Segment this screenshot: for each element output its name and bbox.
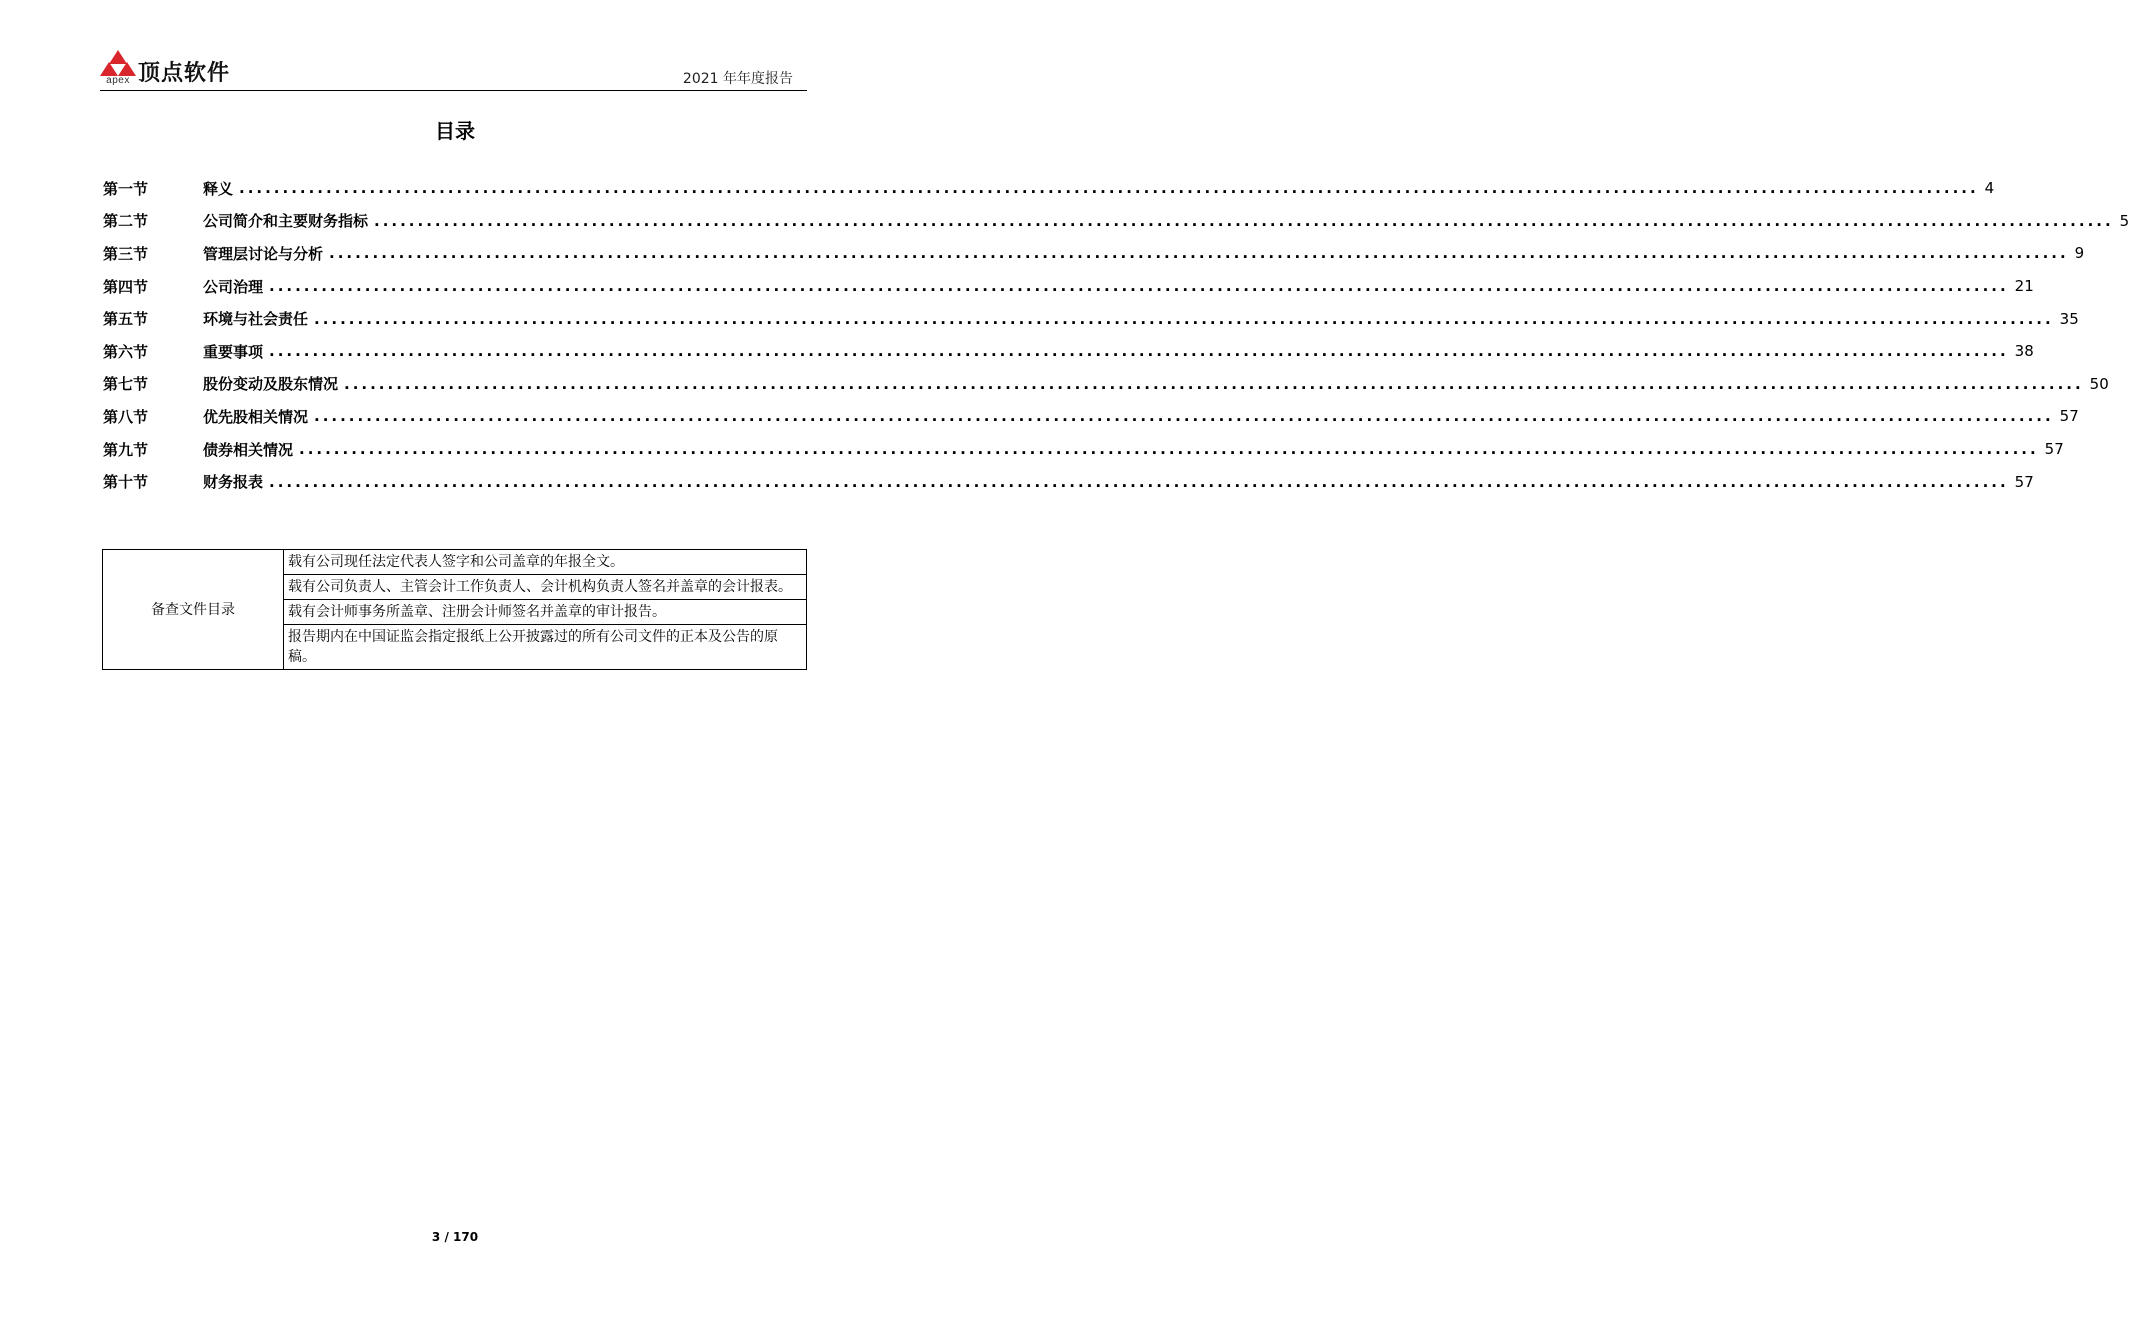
logo-text: 顶点软件	[138, 61, 231, 86]
toc-page-number: 38	[2014, 342, 2034, 361]
toc-leader-dots: ........................................................................................................................................................................................................	[314, 407, 2054, 426]
toc-leader-dots: ........................................................................................................................................................................................................	[269, 277, 2009, 296]
table-cell: 载有公司负责人、主管会计工作负责人、会计机构负责人签名并盖章的会计报表。	[284, 575, 807, 600]
reference-files-table	[102, 549, 807, 670]
toc-item[interactable]	[103, 205, 2129, 238]
toc-page-number: 57	[2014, 472, 2034, 491]
toc-item[interactable]	[103, 433, 2064, 466]
toc-section-name: 优先股相关情况	[203, 407, 309, 426]
reference-files-label: 备查文件目录	[103, 550, 284, 670]
toc-section-number: 第六节	[103, 342, 149, 361]
toc-section-number: 第九节	[103, 440, 149, 459]
page-header	[100, 48, 807, 91]
toc-item[interactable]	[103, 172, 1995, 205]
toc-section-name: 释义	[203, 179, 234, 198]
toc-section-name: 财务报表	[203, 473, 264, 492]
toc-page-number: 57	[2044, 440, 2064, 459]
toc-leader-dots: ........................................................................................................................................................................................................	[269, 342, 2009, 361]
toc-item[interactable]	[103, 400, 2079, 433]
toc-leader-dots: ........................................................................................................................................................................................................	[269, 472, 2009, 491]
toc-page-number: 9	[2074, 244, 2085, 263]
logo-sub-text: apex	[106, 75, 130, 86]
toc-leader-dots: ........................................................................................................................................................................................................	[299, 440, 2039, 459]
table-cell: 报告期内在中国证监会指定报纸上公开披露过的所有公司文件的正本及公告的原稿。	[284, 625, 807, 670]
toc-section-number: 第五节	[103, 310, 149, 329]
toc-page-number: 35	[2059, 309, 2079, 328]
toc-section-name: 公司治理	[203, 277, 264, 296]
toc-item[interactable]	[103, 302, 2079, 335]
page-number: 3 / 170	[431, 1230, 479, 1244]
report-title: 2021 年年度报告	[682, 71, 793, 87]
toc-leader-dots: ........................................................................................................................................................................................................	[239, 179, 1979, 198]
toc-page-number: 4	[1984, 179, 1995, 198]
apex-logo-icon	[100, 50, 136, 76]
toc-page-number: 21	[2014, 277, 2034, 296]
toc-title: 目录	[435, 119, 475, 143]
toc-item[interactable]	[103, 335, 2034, 368]
toc-page-number: 57	[2059, 407, 2079, 426]
toc-leader-dots: ........................................................................................................................................................................................................	[344, 374, 2084, 393]
toc-section-name: 管理层讨论与分析	[203, 244, 324, 263]
toc-section-name: 公司简介和主要财务指标	[203, 212, 369, 231]
table-cell: 载有公司现任法定代表人签字和公司盖章的年报全文。	[284, 550, 807, 575]
toc-item[interactable]	[103, 270, 2034, 303]
toc-section-name: 环境与社会责任	[203, 310, 309, 329]
toc-item[interactable]	[103, 465, 2034, 498]
toc-section-name: 股份变动及股东情况	[203, 375, 339, 394]
toc-section-number: 第七节	[103, 375, 149, 394]
table-cell: 载有会计师事务所盖章、注册会计师签名并盖章的审计报告。	[284, 600, 807, 625]
toc-section-name: 债券相关情况	[203, 440, 294, 459]
toc-page-number: 50	[2089, 374, 2109, 393]
toc-item[interactable]	[103, 237, 2085, 270]
toc-section-number: 第八节	[103, 407, 149, 426]
table-of-contents	[103, 172, 2129, 498]
toc-leader-dots: ........................................................................................................................................................................................................	[374, 211, 2114, 230]
table-row	[103, 550, 807, 575]
toc-leader-dots: ........................................................................................................................................................................................................	[314, 309, 2054, 328]
toc-section-name: 重要事项	[203, 342, 264, 361]
toc-item[interactable]	[103, 368, 2109, 401]
toc-page-number: 5	[2119, 211, 2129, 230]
toc-section-number: 第四节	[103, 277, 149, 296]
toc-section-number: 第一节	[103, 179, 149, 198]
toc-leader-dots: ........................................................................................................................................................................................................	[329, 244, 2069, 263]
toc-section-number: 第十节	[103, 473, 149, 492]
toc-section-number: 第三节	[103, 244, 149, 263]
toc-section-number: 第二节	[103, 212, 149, 231]
